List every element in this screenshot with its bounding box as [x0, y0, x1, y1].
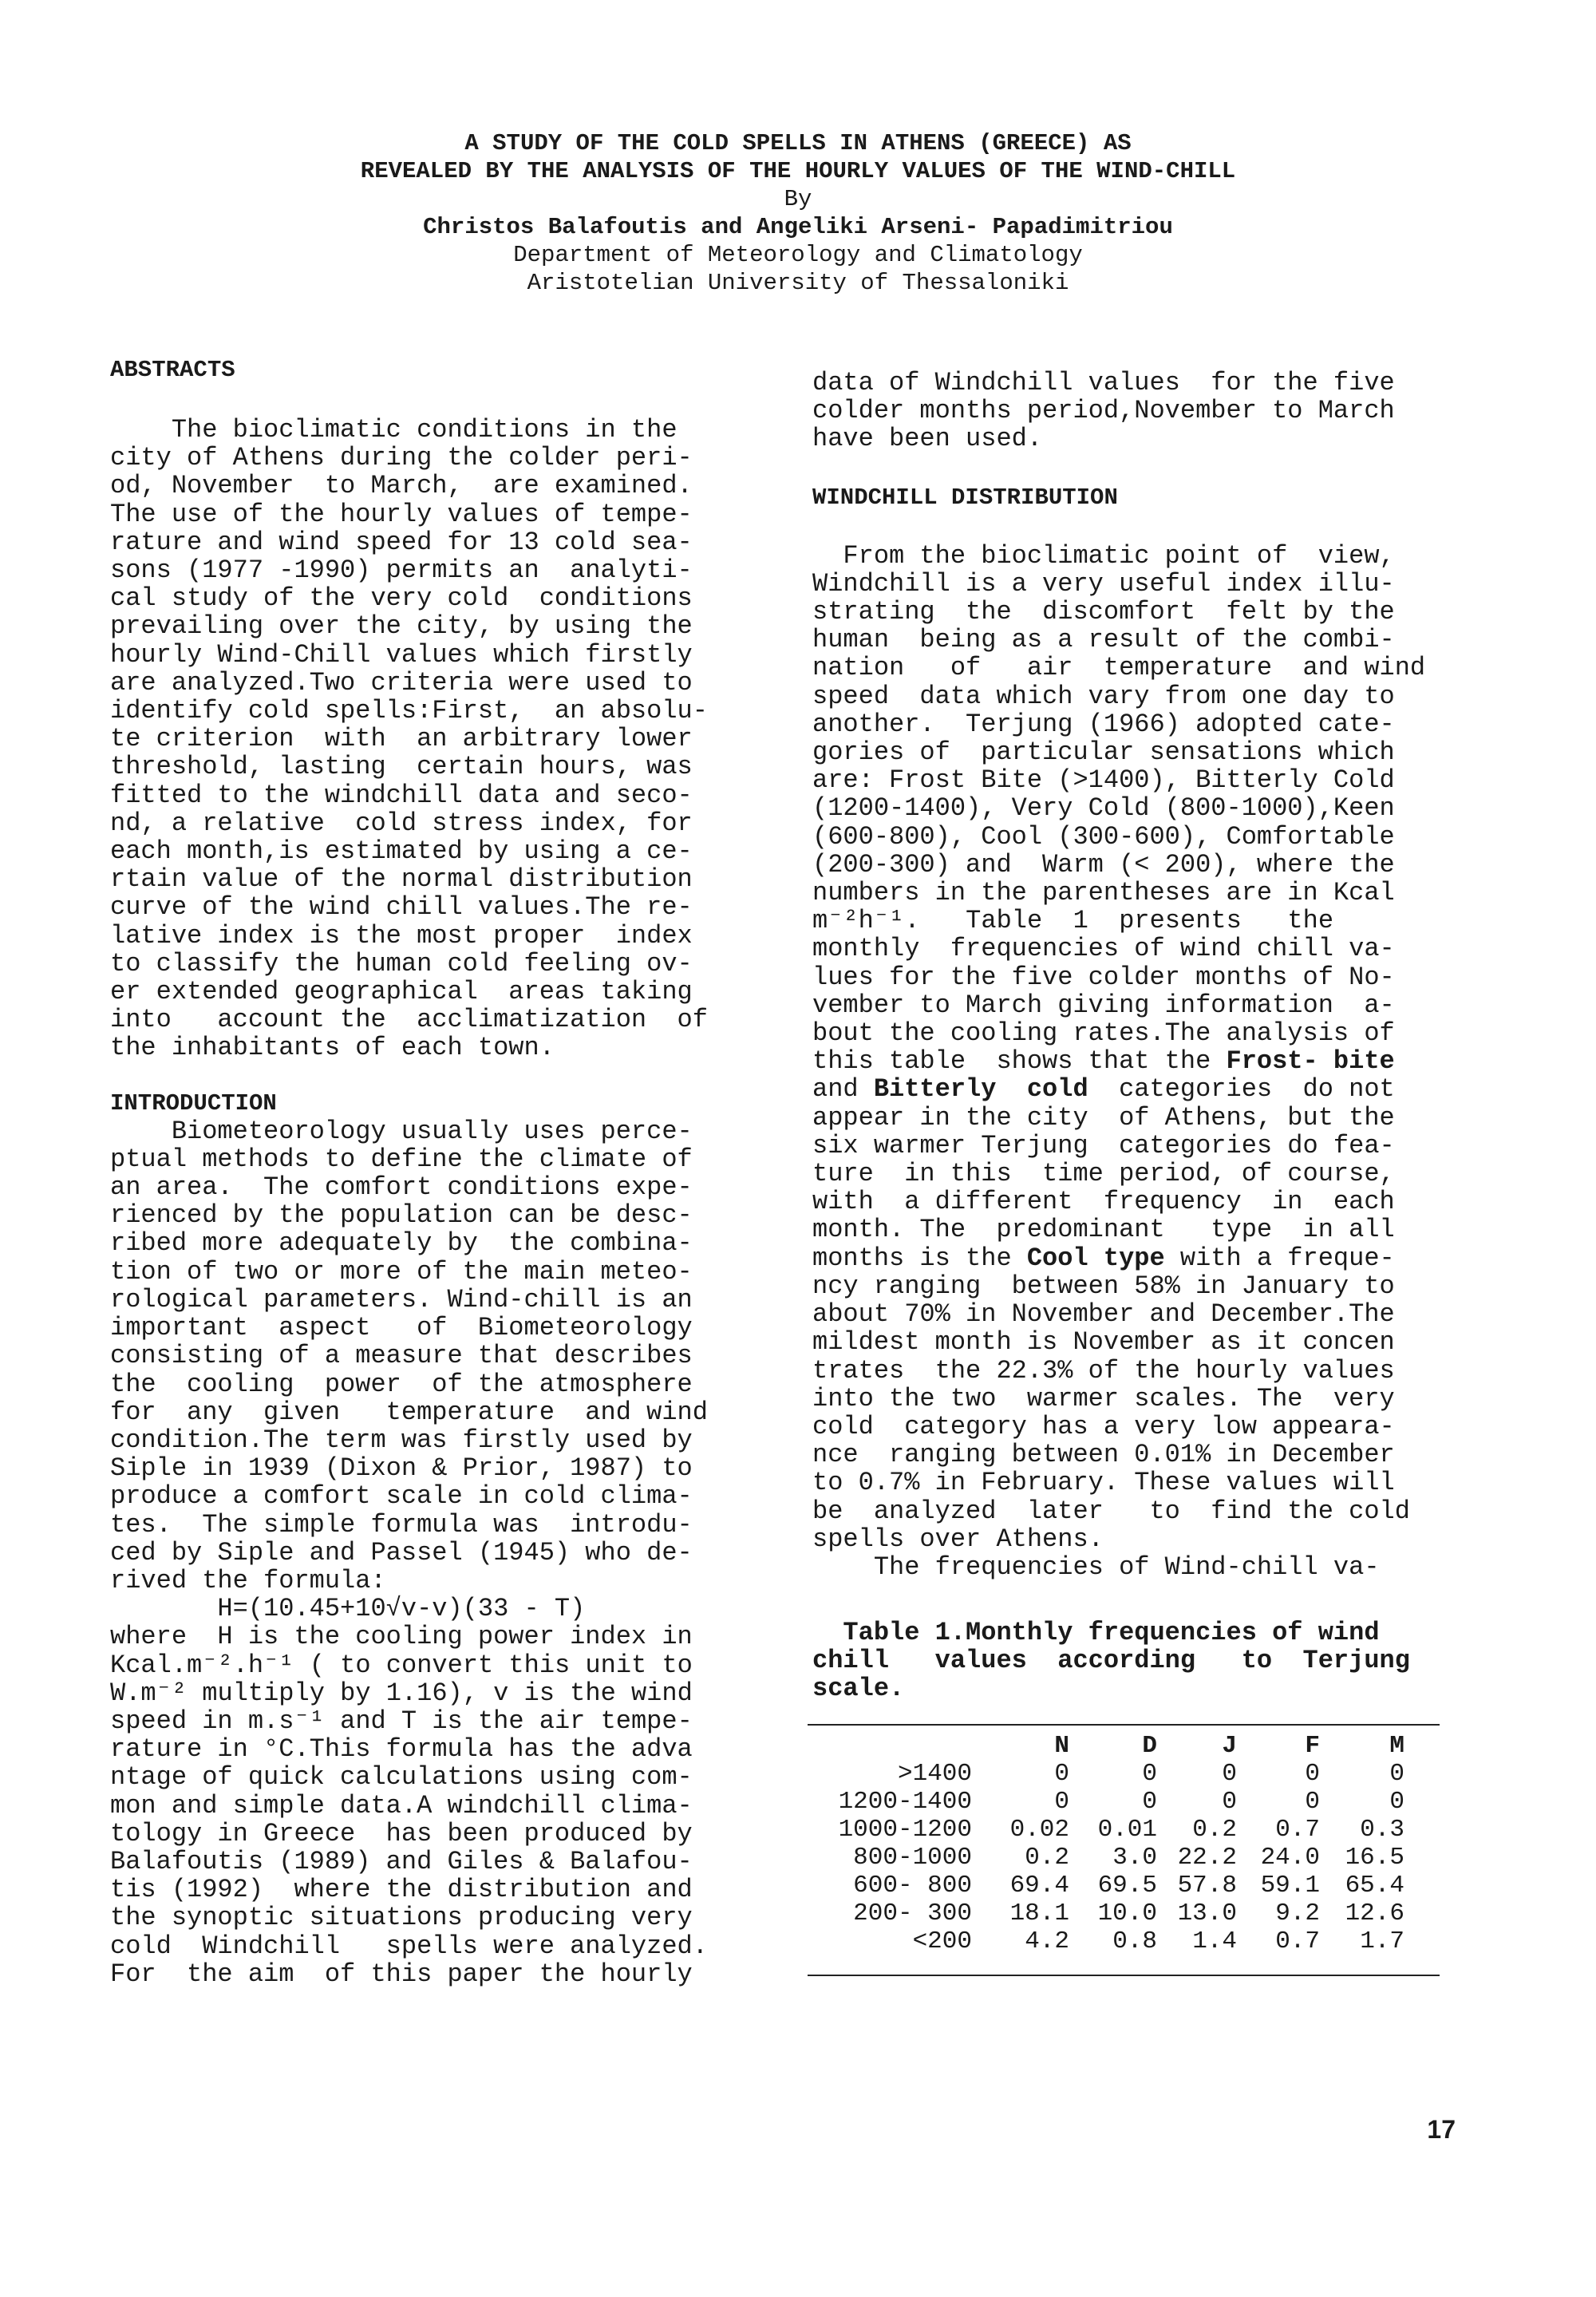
text-line: identify cold spells:First, an absolu- — [110, 696, 708, 726]
table-header-cell — [812, 1732, 972, 1760]
table-cell: 0.8 — [1112, 1927, 1157, 1955]
text-line: another. Terjung (1966) adopted cate- — [812, 709, 1395, 739]
frequency-table — [812, 1732, 1404, 1955]
text-line: cold category has a very low appeara- — [812, 1411, 1395, 1441]
table-cell: 0 — [1222, 1788, 1237, 1816]
text-line: hourly Wind-Chill values which firstly — [110, 639, 693, 670]
text-line: and Bitterly cold categories do not — [812, 1074, 1395, 1105]
table-cell: 10.0 — [1097, 1900, 1157, 1927]
by-line: By — [784, 186, 812, 212]
text-line: Windchill is a very useful index illu- — [812, 568, 1395, 599]
text-line: tes. The simple formula was introdu- — [110, 1509, 693, 1540]
text-line: rtain value of the normal distribution — [110, 864, 693, 895]
text-line: nce ranging between 0.01% in December — [812, 1440, 1395, 1470]
table-cell: 0.2 — [1025, 1844, 1069, 1872]
table-row — [812, 1927, 1404, 1955]
text-line: (600-800), Cool (300-600), Comfortable — [812, 821, 1395, 852]
table-cell: 3.0 — [1112, 1844, 1157, 1872]
text-line: m⁻²h⁻¹. Table 1 presents the — [812, 906, 1334, 936]
text-line: curve of the wind chill values.The re- — [110, 892, 693, 923]
table-cell: 65.4 — [1345, 1872, 1404, 1900]
text-line: bout the cooling rates.The analysis of — [812, 1018, 1395, 1049]
table-cell: 0 — [1222, 1760, 1237, 1788]
text-line: about 70% in November and December.The — [812, 1299, 1395, 1330]
text-line: the synoptic situations producing very — [110, 1903, 693, 1933]
table-cell: 24.0 — [1260, 1844, 1320, 1872]
text-line: lues for the five colder months of No- — [812, 962, 1395, 992]
table-body — [812, 1760, 1404, 1955]
text-line: tis (1992) where the distribution and — [110, 1875, 693, 1905]
text-line: with a different frequency in each — [812, 1187, 1395, 1217]
text-line: Balafoutis (1989) and Giles & Balafou- — [110, 1846, 693, 1876]
table-cell: 0 — [1389, 1760, 1404, 1788]
table-cell: 18.1 — [1009, 1900, 1069, 1927]
text-line: rature and wind speed for 13 cold sea- — [110, 527, 693, 557]
text-line: sons (1977 -1990) permits an analyti- — [110, 555, 693, 586]
page-number: 17 — [1427, 2115, 1456, 2144]
text-line: tology in Greece has been produced by — [110, 1818, 693, 1848]
right-column — [812, 369, 1451, 1581]
table-cell: 0 — [1142, 1760, 1157, 1788]
text-line: have been used. — [812, 424, 1043, 454]
table-cell: 9.2 — [1275, 1900, 1320, 1927]
text-line: lative index is the most proper index — [110, 920, 693, 951]
text-line: human being as a result of the combi- — [812, 625, 1395, 655]
text-line: er extended geographical areas taking — [110, 977, 693, 1007]
introduction-body — [110, 1117, 749, 1988]
table-cell: 0 — [1389, 1788, 1404, 1816]
text-line: monthly frequencies of wind chill va- — [812, 934, 1395, 964]
table-row — [812, 1900, 1404, 1927]
text-line: ntage of quick calculations using com- — [110, 1762, 693, 1793]
table-row-label: 800-1000 — [853, 1844, 972, 1872]
text-line: to classify the human cold feeling ov- — [110, 948, 693, 978]
text-line: Siple in 1939 (Dixon & Prior, 1987) to — [110, 1453, 693, 1484]
table-cell: 1.7 — [1360, 1927, 1404, 1955]
text-line: an area. The comfort conditions expe- — [110, 1172, 693, 1203]
text-line: numbers in the parentheses are in Kcal — [812, 878, 1395, 908]
text-line: ture in this time period, of course, — [812, 1159, 1395, 1189]
table-header-row — [812, 1732, 1404, 1760]
text-line: to 0.7% in February. These values will — [812, 1468, 1395, 1498]
table-row — [812, 1760, 1404, 1788]
text-line: The frequencies of Wind-chill va- — [812, 1552, 1380, 1582]
text-line: consisting of a measure that describes — [110, 1341, 693, 1371]
text-line: The use of the hourly values of tempe- — [110, 499, 693, 529]
text-line: From the bioclimatic point of view, — [812, 540, 1395, 571]
table-header-cell: J — [1222, 1732, 1237, 1760]
text-line: rived the formula: — [110, 1565, 386, 1595]
text-line: six warmer Terjung categories do fea- — [812, 1130, 1395, 1160]
text-line: nd, a relative cold stress index, for — [110, 808, 693, 838]
text-line: ribed more adequately by the combina- — [110, 1228, 693, 1259]
text-line: appear in the city of Athens, but the — [812, 1102, 1395, 1133]
title-line-2: REVEALED BY THE ANALYSIS OF THE HOURLY VALUES OF THE WIND-CHILL — [360, 158, 1236, 184]
table-header-cell: M — [1389, 1732, 1404, 1760]
table-row-label: >1400 — [897, 1760, 972, 1788]
text-line: W.m⁻² multiply by 1.16), v is the wind — [110, 1678, 693, 1708]
table-cell: 0.7 — [1275, 1927, 1320, 1955]
text-line: each month,is estimated by using a ce- — [110, 836, 693, 867]
table-row — [812, 1844, 1404, 1872]
table-row-label: 1200-1400 — [838, 1788, 972, 1816]
table-row-label: 1000-1200 — [838, 1816, 972, 1844]
table-cell: 57.8 — [1177, 1872, 1237, 1900]
text-line: be analyzed later to find the cold — [812, 1496, 1410, 1526]
table-cell: 0 — [1305, 1788, 1320, 1816]
table-row — [812, 1816, 1404, 1844]
table-cell: 16.5 — [1345, 1844, 1404, 1872]
table-caption — [812, 1619, 1451, 1702]
table-cell: 0.3 — [1360, 1816, 1404, 1844]
table-row — [812, 1788, 1404, 1816]
text-line: into account the acclimatization of — [110, 1005, 708, 1035]
table-cell: 0.01 — [1097, 1816, 1157, 1844]
text-line: the inhabitants of each town. — [110, 1033, 555, 1063]
introduction-heading: INTRODUCTION — [110, 1089, 277, 1117]
text-line: data of Windchill values for the five — [812, 368, 1395, 397]
table-header-cell: D — [1142, 1732, 1157, 1760]
text-line: threshold, lasting certain hours, was — [110, 752, 693, 782]
text-line: chill values according to Terjung — [812, 1646, 1410, 1675]
text-line: strating the discomfort felt by the — [812, 597, 1395, 627]
text-line: mildest month is November as it concen — [812, 1327, 1395, 1358]
text-line: rological parameters. Wind-chill is an — [110, 1284, 693, 1315]
text-line: the cooling power of the atmosphere — [110, 1369, 693, 1399]
windchill-body — [812, 542, 1451, 1582]
table-cell: 13.0 — [1177, 1900, 1237, 1927]
text-line: od, November to March, are examined. — [110, 471, 693, 501]
text-line: nation of air temperature and wind — [812, 653, 1426, 683]
table-cell: 0.02 — [1009, 1816, 1069, 1844]
table-cell: 0.7 — [1275, 1816, 1320, 1844]
text-line: produce a comfort scale in cold clima- — [110, 1481, 693, 1512]
authors: Christos Balafoutis and Angeliki Arseni- Papadimitriou — [423, 214, 1173, 240]
text-line: ncy ranging between 58% in January to — [812, 1271, 1395, 1301]
table-header-cell: F — [1305, 1732, 1320, 1760]
table-cell: 0 — [1054, 1788, 1069, 1816]
text-line: The bioclimatic conditions in the — [110, 415, 678, 445]
text-line: speed data which vary from one day to — [812, 681, 1395, 711]
windchill-heading: WINDCHILL DISTRIBUTION — [812, 484, 1118, 511]
table-cell: 0.2 — [1192, 1816, 1237, 1844]
table-cell: 0 — [1305, 1760, 1320, 1788]
text-line: ptual methods to define the climate of — [110, 1144, 693, 1174]
text-line: mon and simple data.A windchill clima- — [110, 1790, 693, 1821]
text-line: this table shows that the Frost- bite — [812, 1046, 1395, 1077]
table-cell: 69.5 — [1097, 1872, 1157, 1900]
text-line: (1200-1400), Very Cold (800-1000),Keen — [812, 793, 1395, 824]
text-line: rature in °C.This formula has the adva — [110, 1734, 693, 1765]
text-line: fitted to the windchill data and seco- — [110, 780, 693, 810]
text-line: months is the Cool type with a freque- — [812, 1243, 1395, 1273]
abstract-heading: ABSTRACTS — [110, 357, 235, 383]
text-line: are analyzed.Two criteria were used to — [110, 667, 693, 698]
table-cell: 0 — [1142, 1788, 1157, 1816]
table-cell: 69.4 — [1009, 1872, 1069, 1900]
text-line: are: Frost Bite (>1400), Bitterly Cold — [812, 765, 1395, 796]
table-cell: 0 — [1054, 1760, 1069, 1788]
text-line: Table 1.Monthly frequencies of wind — [812, 1618, 1380, 1647]
table-cell: 59.1 — [1260, 1872, 1320, 1900]
text-line: where H is the cooling power index in — [110, 1622, 693, 1652]
university: Aristotelian University of Thessaloniki — [527, 270, 1069, 296]
table-bottom-rule — [808, 1975, 1440, 1976]
table-row-label: 200- 300 — [853, 1900, 972, 1927]
text-line: Kcal.m⁻².h⁻¹ ( to convert this unit to — [110, 1650, 693, 1680]
text-line: city of Athens during the colder peri- — [110, 443, 693, 473]
text-line: gories of particular sensations which — [812, 737, 1395, 768]
text-line: Biometeorology usually uses perce- — [110, 1116, 693, 1146]
text-line: H=(10.45+10√v-v)(33 - T) — [110, 1594, 586, 1624]
text-line: tion of two or more of the main meteo- — [110, 1256, 693, 1287]
table-cell: 12.6 — [1345, 1900, 1404, 1927]
text-line: month. The predominant type in all — [812, 1215, 1395, 1245]
text-line: For the aim of this paper the hourly — [110, 1959, 693, 1989]
text-line: prevailing over the city, by using the — [110, 611, 693, 642]
text-line: ced by Siple and Passel (1945) who de- — [110, 1537, 693, 1568]
department: Department of Meteorology and Climatology — [513, 242, 1083, 268]
table-row — [812, 1872, 1404, 1900]
table-top-rule — [808, 1724, 1440, 1726]
paper-header — [0, 129, 1596, 297]
title-line-1: A STUDY OF THE COLD SPELLS IN ATHENS (GREECE) AS — [464, 130, 1132, 156]
text-line: important aspect of Biometeorology — [110, 1313, 693, 1343]
table-header-cell: N — [1054, 1732, 1069, 1760]
text-line: vember to March giving information a- — [812, 990, 1395, 1020]
text-line: speed in m.s⁻¹ and T is the air tempe- — [110, 1706, 693, 1736]
right-intro-body — [812, 369, 1451, 453]
text-line: cal study of the very cold conditions — [110, 583, 693, 614]
left-column — [110, 356, 749, 1988]
text-line: te criterion with an arbitrary lower — [110, 724, 693, 754]
text-line: rienced by the population can be desc- — [110, 1200, 693, 1231]
table-cell: 1.4 — [1192, 1927, 1237, 1955]
text-line: into the two warmer scales. The very — [812, 1383, 1395, 1413]
text-line: spells over Athens. — [812, 1524, 1104, 1554]
table-row-label: <200 — [912, 1927, 972, 1955]
table-cell: 22.2 — [1177, 1844, 1237, 1872]
text-line: for any given temperature and wind — [110, 1397, 708, 1427]
text-line: scale. — [812, 1674, 905, 1703]
text-line: (200-300) and Warm (< 200), where the — [812, 849, 1395, 880]
text-line: cold Windchill spells were analyzed. — [110, 1931, 708, 1961]
table-row-label: 600- 800 — [853, 1872, 972, 1900]
text-line: trates the 22.3% of the hourly values — [812, 1355, 1395, 1386]
text-line: condition.The term was firstly used by — [110, 1425, 693, 1455]
table-cell: 4.2 — [1025, 1927, 1069, 1955]
text-line: colder months period,November to March — [812, 396, 1395, 426]
abstract-body — [110, 416, 749, 1062]
